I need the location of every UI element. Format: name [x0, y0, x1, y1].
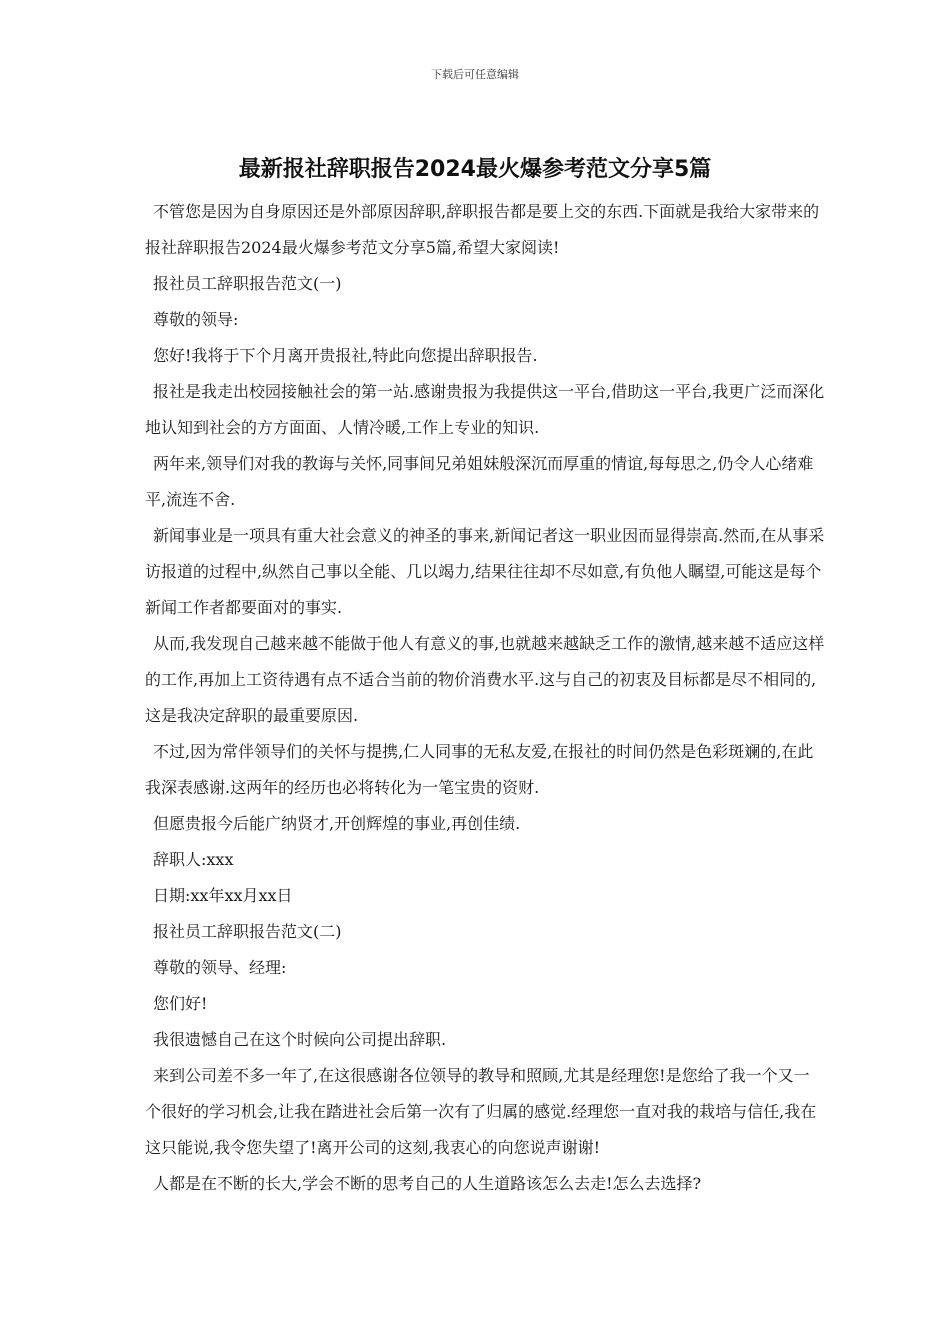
paragraph: 不过,因为常伴领导们的关怀与提携,仁人同事的无私友爱,在报社的时间仍然是色彩斑斓的,在此我深表感谢.这两年的经历也必将转化为一笔宝贵的资财.	[145, 742, 814, 797]
salutation-2: 尊敬的领导、经理:	[153, 958, 287, 977]
paragraph: 两年来,领导们对我的教诲与关怀,同事间兄弟姐妹般深沉而厚重的情谊,每每思之,仍令人心绪难平,流连不舍.	[145, 454, 814, 509]
paragraph: 人都是在不断的长大,学会不断的思考自己的人生道路该怎么去走!怎么去选择?	[153, 1174, 702, 1193]
paragraph: 我很遗憾自己在这个时候向公司提出辞职.	[153, 1030, 447, 1049]
section-heading-2: 报社员工辞职报告范文(二)	[153, 922, 342, 941]
header-note: 下载后可任意编辑	[431, 68, 519, 81]
document-title: 最新报社辞职报告2024最火爆参考范文分享5篇	[238, 157, 712, 182]
paragraph: 您好!我将于下个月离开贵报社,特此向您提出辞职报告.	[153, 346, 538, 365]
paragraph-intro: 不管您是因为自身原因还是外部原因辞职,辞职报告都是要上交的东西.下面就是我给大家带来的报社辞职报告2024最火爆参考范文分享5篇,希望大家阅读!	[145, 202, 820, 257]
paragraph: 新闻事业是一项具有重大社会意义的神圣的事来,新闻记者这一职业因而显得崇高.然而,在从事采访报道的过程中,纵然自己事以全能、几以竭力,结果往往却不尽如意,有负他人瞩望,可能这是每个新闻工作者都要面对的事实.	[145, 526, 825, 617]
salutation-1: 尊敬的领导:	[153, 310, 239, 329]
paragraph: 但愿贵报今后能广纳贤才,开创辉煌的事业,再创佳绩.	[153, 814, 521, 833]
signature-date: 日期:xx年xx月xx日	[153, 886, 293, 905]
section-heading-1: 报社员工辞职报告范文(一)	[153, 274, 342, 293]
document-body	[145, 194, 825, 1202]
signature-name: 辞职人:xxx	[153, 850, 234, 869]
paragraph: 从而,我发现自己越来越不能做于他人有意义的事,也就越来越缺乏工作的激情,越来越不适应这样的工作,再加上工资待遇有点不适合当前的物价消费水平.这与自己的初衷及目标都是尽不相同的,这是我决定辞职的最重要原因.	[145, 634, 825, 725]
paragraph: 您们好!	[153, 994, 208, 1013]
paragraph: 报社是我走出校园接触社会的第一站.感谢贵报为我提供这一平台,借助这一平台,我更广泛而深化地认知到社会的方方面面、人情冷暖,工作上专业的知识.	[145, 382, 825, 437]
paragraph: 来到公司差不多一年了,在这很感谢各位领导的教导和照顾,尤其是经理您!是您给了我一个又一个很好的学习机会,让我在踏进社会后第一次有了归属的感觉.经理您一直对我的栽培与信任,我在这只能说,我令您失望了!离开公司的这刻,我衷心的向您说声谢谢!	[145, 1066, 817, 1157]
